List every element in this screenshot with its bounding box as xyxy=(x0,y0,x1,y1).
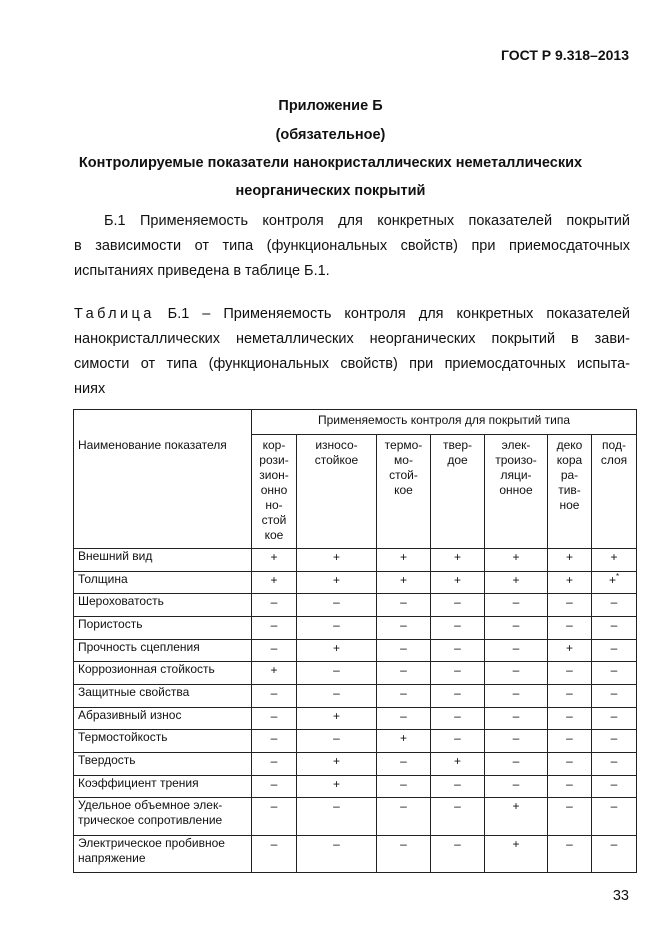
mark-value: – xyxy=(610,618,618,633)
applicability-mark xyxy=(297,798,377,835)
header-coating-type-line: твер- xyxy=(442,438,473,452)
applicability-mark xyxy=(485,549,548,572)
table-row xyxy=(74,753,637,776)
applicability-mark xyxy=(592,753,637,776)
mark-value: – xyxy=(400,595,407,610)
header-coating-type xyxy=(252,435,297,549)
indicator-name xyxy=(74,835,252,872)
mark-value: – xyxy=(610,663,618,678)
mark-value: – xyxy=(610,776,618,791)
mark-value: – xyxy=(333,799,340,814)
mark-value: + xyxy=(512,572,520,587)
header-coating-type-line: деко xyxy=(556,438,583,452)
table-row xyxy=(74,639,637,662)
applicability-mark xyxy=(548,730,592,753)
mark-value: – xyxy=(333,836,340,851)
mark-value: – xyxy=(566,776,573,791)
footnote-asterisk: * xyxy=(615,571,620,581)
table-row xyxy=(74,798,637,835)
table-row xyxy=(74,549,637,572)
mark-value: – xyxy=(566,595,573,610)
control-applicability-table xyxy=(73,409,637,873)
table-row xyxy=(74,571,637,594)
applicability-mark xyxy=(592,775,637,798)
table-row xyxy=(74,594,637,617)
mark-value: – xyxy=(400,663,407,678)
table-row xyxy=(74,775,637,798)
header-coating-type xyxy=(297,435,377,549)
indicator-name-line: Электрическое пробивное xyxy=(78,835,225,850)
applicability-mark xyxy=(297,730,377,753)
header-coating-type-line: мо- xyxy=(394,453,413,467)
applicability-mark xyxy=(252,639,297,662)
header-coating-type-line: кор- xyxy=(262,438,286,452)
mark-value: – xyxy=(400,776,407,791)
mark-value: – xyxy=(270,686,278,701)
mark-value: – xyxy=(610,686,618,701)
table-row xyxy=(74,685,637,708)
applicability-mark xyxy=(548,549,592,572)
mark-value: – xyxy=(270,640,278,655)
header-applicability-group: Применяемость контроля для покрытий типа xyxy=(252,410,637,435)
mark-value: + xyxy=(453,572,461,587)
mark-value: + xyxy=(270,663,278,678)
mark-value: – xyxy=(454,618,461,633)
header-coating-type-line: кое xyxy=(264,528,284,542)
applicability-mark xyxy=(431,594,485,617)
indicator-name-line: трическое сопротивление xyxy=(78,813,223,828)
header-coating-type-line: стой xyxy=(261,513,287,527)
mark-value: – xyxy=(270,799,278,814)
indicator-name-line: Пористость xyxy=(78,617,143,632)
applicability-mark xyxy=(252,594,297,617)
indicator-name-line: Термостойкость xyxy=(78,730,168,745)
applicability-mark xyxy=(252,730,297,753)
header-coating-type xyxy=(377,435,431,549)
applicability-mark xyxy=(548,835,592,872)
header-coating-type-line: онно xyxy=(260,483,288,497)
mark-value: – xyxy=(566,663,573,678)
header-coating-type-line: кое xyxy=(394,483,413,497)
mark-value: – xyxy=(566,708,573,723)
applicability-mark xyxy=(485,617,548,640)
caption-line: симости от типа (функциональных свойств) при приемосдаточных испыта- xyxy=(74,356,630,372)
applicability-mark xyxy=(485,753,548,776)
applicability-mark xyxy=(377,730,431,753)
mark-value: – xyxy=(270,708,278,723)
mark-value: – xyxy=(566,754,573,769)
mark-value: – xyxy=(333,618,340,633)
mark-value: + xyxy=(565,572,573,587)
indicator-name-line: Шероховатость xyxy=(78,594,164,609)
applicability-mark xyxy=(297,753,377,776)
indicator-name-line: Толщина xyxy=(78,571,128,586)
indicator-name xyxy=(74,798,252,835)
applicability-mark xyxy=(485,594,548,617)
mark-value: + xyxy=(399,550,407,564)
header-indicator-name: Наименование показателя xyxy=(74,410,252,549)
applicability-mark xyxy=(548,594,592,617)
mark-value: + xyxy=(332,754,340,769)
applicability-mark xyxy=(377,594,431,617)
indicator-name-line: напряжение xyxy=(78,850,146,865)
mark-value: + xyxy=(565,640,573,655)
applicability-mark xyxy=(548,617,592,640)
mark-value: + xyxy=(565,550,573,564)
indicator-name xyxy=(74,730,252,753)
mark-value: + xyxy=(512,550,520,564)
applicability-mark xyxy=(485,775,548,798)
mark-value: – xyxy=(566,686,573,701)
mark-value: – xyxy=(454,708,461,723)
mark-value: + xyxy=(270,550,278,564)
mark-value: – xyxy=(454,640,461,655)
applicability-mark xyxy=(548,707,592,730)
indicator-name-line: Твердость xyxy=(78,753,136,768)
applicability-mark xyxy=(592,639,637,662)
applicability-mark xyxy=(431,662,485,685)
indicator-name-line: Внешний вид xyxy=(78,549,153,563)
applicability-mark xyxy=(431,835,485,872)
applicability-mark xyxy=(297,549,377,572)
mark-value: – xyxy=(333,686,340,701)
indicator-name-line: Абразивный износ xyxy=(78,707,182,722)
annex-heading-line-1: Контролируемые показатели нанокристаллических неметаллических xyxy=(78,155,583,171)
header-coating-type xyxy=(548,435,592,549)
applicability-mark xyxy=(485,707,548,730)
mark-value: – xyxy=(454,595,461,610)
applicability-mark xyxy=(252,685,297,708)
applicability-mark xyxy=(431,639,485,662)
annex-heading-line-2: неорганических покрытий xyxy=(235,183,426,199)
applicability-mark xyxy=(592,617,637,640)
applicability-mark xyxy=(297,617,377,640)
mark-value: – xyxy=(566,731,573,746)
applicability-mark xyxy=(252,617,297,640)
header-coating-type xyxy=(592,435,637,549)
applicability-mark xyxy=(592,835,637,872)
applicability-mark xyxy=(485,571,548,594)
header-coating-type-line: рози- xyxy=(259,453,289,467)
mark-value: – xyxy=(512,754,520,769)
header-coating-type-line: зион- xyxy=(259,468,289,482)
applicability-mark xyxy=(431,685,485,708)
mark-value: – xyxy=(454,799,461,814)
mark-value: – xyxy=(610,595,618,610)
mark-value: – xyxy=(400,754,407,769)
header-coating-type-line: износо- xyxy=(315,438,358,452)
mark-value: – xyxy=(454,663,461,678)
mark-value: – xyxy=(454,776,461,791)
applicability-mark xyxy=(252,798,297,835)
paragraph-line: испытаниях приведена в таблице Б.1. xyxy=(74,263,330,279)
table-row xyxy=(74,730,637,753)
mark-value: – xyxy=(610,836,618,851)
applicability-mark xyxy=(592,594,637,617)
header-coating-type-line: элек- xyxy=(501,438,531,452)
table-row xyxy=(74,707,637,730)
applicability-mark xyxy=(548,775,592,798)
applicability-mark xyxy=(297,707,377,730)
mark-value: – xyxy=(400,640,407,655)
applicability-mark xyxy=(592,707,637,730)
applicability-mark xyxy=(592,571,637,594)
applicability-mark xyxy=(485,798,548,835)
mark-value: + xyxy=(332,776,340,791)
mark-value: – xyxy=(512,686,520,701)
applicability-mark xyxy=(377,753,431,776)
applicability-mark xyxy=(297,685,377,708)
mark-value: – xyxy=(400,708,407,723)
mark-value: – xyxy=(512,731,520,746)
mark-value: – xyxy=(270,595,278,610)
mark-value: – xyxy=(333,663,340,678)
mark-value: + xyxy=(512,799,520,814)
caption-line: нанокристаллических неметаллических неорганических покрытий в зави- xyxy=(74,331,630,347)
annex-title: Приложение Б xyxy=(278,98,383,114)
mark-value: – xyxy=(566,799,573,814)
applicability-mark xyxy=(297,571,377,594)
header-coating-type-line: стойкое xyxy=(314,453,359,467)
applicability-mark xyxy=(252,662,297,685)
mark-value: + xyxy=(608,572,616,587)
applicability-mark xyxy=(548,571,592,594)
header-coating-type-line: ляци- xyxy=(500,468,532,482)
applicability-mark xyxy=(431,617,485,640)
mark-value: – xyxy=(400,618,407,633)
mark-value: – xyxy=(512,708,520,723)
mark-value: + xyxy=(399,572,407,587)
applicability-mark xyxy=(548,798,592,835)
applicability-mark xyxy=(592,549,637,572)
applicability-mark xyxy=(548,639,592,662)
header-coating-type-line: ное xyxy=(559,498,580,512)
mark-value: – xyxy=(512,595,520,610)
applicability-mark xyxy=(377,775,431,798)
mark-value: + xyxy=(512,836,520,851)
applicability-mark xyxy=(377,549,431,572)
indicator-name-line: Защитные свойства xyxy=(78,685,190,700)
indicator-name xyxy=(74,617,252,640)
applicability-mark xyxy=(431,707,485,730)
indicator-name xyxy=(74,753,252,776)
mark-value: – xyxy=(610,640,618,655)
table-row xyxy=(74,617,637,640)
mark-value: – xyxy=(454,836,461,851)
applicability-mark xyxy=(592,662,637,685)
mark-value: + xyxy=(332,572,340,587)
indicator-name-line: Прочность сцепления xyxy=(78,639,200,654)
mark-value: – xyxy=(400,836,407,851)
applicability-mark xyxy=(592,730,637,753)
applicability-mark xyxy=(431,549,485,572)
applicability-mark xyxy=(431,753,485,776)
paragraph-line: Б.1 Применяемость контроля для конкретных показателей покрытий xyxy=(104,213,630,229)
header-coating-type-line: стой- xyxy=(389,468,418,482)
applicability-mark xyxy=(297,639,377,662)
applicability-mark xyxy=(377,798,431,835)
applicability-mark xyxy=(485,730,548,753)
mark-value: – xyxy=(400,799,407,814)
mark-value: – xyxy=(566,836,573,851)
applicability-mark xyxy=(252,835,297,872)
mark-value: – xyxy=(454,686,461,701)
header-coating-type-line: слоя xyxy=(600,453,628,467)
applicability-mark xyxy=(485,835,548,872)
applicability-mark xyxy=(592,798,637,835)
applicability-mark xyxy=(377,639,431,662)
applicability-mark xyxy=(485,685,548,708)
table-row xyxy=(74,662,637,685)
applicability-mark xyxy=(297,662,377,685)
body-paragraph xyxy=(74,209,630,284)
header-coating-type xyxy=(485,435,548,549)
header-coating-type-line: дое xyxy=(447,453,468,467)
caption-line: ниях xyxy=(74,381,106,397)
mark-value: + xyxy=(610,550,618,564)
header-coating-type-line: термо- xyxy=(384,438,423,452)
indicator-name xyxy=(74,685,252,708)
mark-value: – xyxy=(610,754,618,769)
applicability-mark xyxy=(297,835,377,872)
mark-value: – xyxy=(512,640,520,655)
header-coating-type-line: онное xyxy=(499,483,533,497)
applicability-mark xyxy=(431,730,485,753)
indicator-name xyxy=(74,571,252,594)
applicability-mark xyxy=(548,753,592,776)
mark-value: + xyxy=(453,754,461,769)
applicability-mark xyxy=(252,571,297,594)
indicator-name xyxy=(74,639,252,662)
mark-value: + xyxy=(399,731,407,746)
applicability-mark xyxy=(297,775,377,798)
applicability-mark xyxy=(252,707,297,730)
header-coating-type-line: троизо- xyxy=(495,453,537,467)
header-coating-type xyxy=(431,435,485,549)
applicability-mark xyxy=(548,662,592,685)
applicability-mark xyxy=(252,753,297,776)
table-row xyxy=(74,835,637,872)
mark-value: – xyxy=(400,686,407,701)
applicability-mark xyxy=(252,549,297,572)
applicability-mark xyxy=(377,617,431,640)
mark-value: – xyxy=(270,731,278,746)
indicator-name xyxy=(74,594,252,617)
mark-value: – xyxy=(454,731,461,746)
applicability-mark xyxy=(485,639,548,662)
indicator-name xyxy=(74,549,252,572)
mark-value: – xyxy=(512,618,520,633)
mark-value: – xyxy=(270,618,278,633)
header-coating-type-line: под- xyxy=(602,438,626,452)
applicability-mark xyxy=(377,685,431,708)
header-coating-type-line: ра- xyxy=(560,468,579,482)
mark-value: – xyxy=(270,754,278,769)
mark-value: + xyxy=(332,550,340,564)
mark-value: + xyxy=(332,640,340,655)
applicability-mark xyxy=(377,571,431,594)
indicator-name xyxy=(74,662,252,685)
mark-value: – xyxy=(270,776,278,791)
header-coating-type-line: но- xyxy=(265,498,283,512)
header-coating-type-line: кора xyxy=(556,453,583,467)
applicability-mark xyxy=(252,775,297,798)
mark-value: – xyxy=(512,776,520,791)
mark-value: – xyxy=(566,618,573,633)
indicator-name-line: Коэффициент трения xyxy=(78,775,199,790)
applicability-mark xyxy=(377,662,431,685)
mark-value: – xyxy=(333,595,340,610)
mark-value: + xyxy=(332,708,340,723)
applicability-mark xyxy=(592,685,637,708)
applicability-mark xyxy=(548,685,592,708)
applicability-mark xyxy=(377,835,431,872)
applicability-mark xyxy=(431,798,485,835)
mark-value: – xyxy=(333,731,340,746)
caption-line: Б.1 – Применяемость контроля для конкретных показателей xyxy=(167,306,630,322)
paragraph-line: в зависимости от типа (функциональных свойств) при приемосдаточных xyxy=(74,238,630,254)
applicability-mark xyxy=(485,662,548,685)
mark-value: – xyxy=(512,663,520,678)
document-code: ГОСТ Р 9.318–2013 xyxy=(500,47,629,63)
applicability-mark xyxy=(377,707,431,730)
applicability-mark xyxy=(297,594,377,617)
annex-status: (обязательное) xyxy=(275,127,386,143)
caption-word: Таблица xyxy=(74,306,155,322)
table-caption xyxy=(74,302,630,402)
applicability-mark xyxy=(431,571,485,594)
mark-value: – xyxy=(610,708,618,723)
mark-value: – xyxy=(610,799,618,814)
header-coating-type-line: тив- xyxy=(558,483,581,497)
mark-value: + xyxy=(270,572,278,587)
indicator-name-line: Удельное объемное элек- xyxy=(78,798,223,813)
mark-value: – xyxy=(270,836,278,851)
indicator-name xyxy=(74,707,252,730)
mark-value: – xyxy=(610,731,618,746)
page-number: 33 xyxy=(612,888,629,904)
applicability-mark xyxy=(431,775,485,798)
indicator-name-line: Коррозионная стойкость xyxy=(78,662,215,677)
mark-value: + xyxy=(453,550,461,564)
indicator-name xyxy=(74,775,252,798)
